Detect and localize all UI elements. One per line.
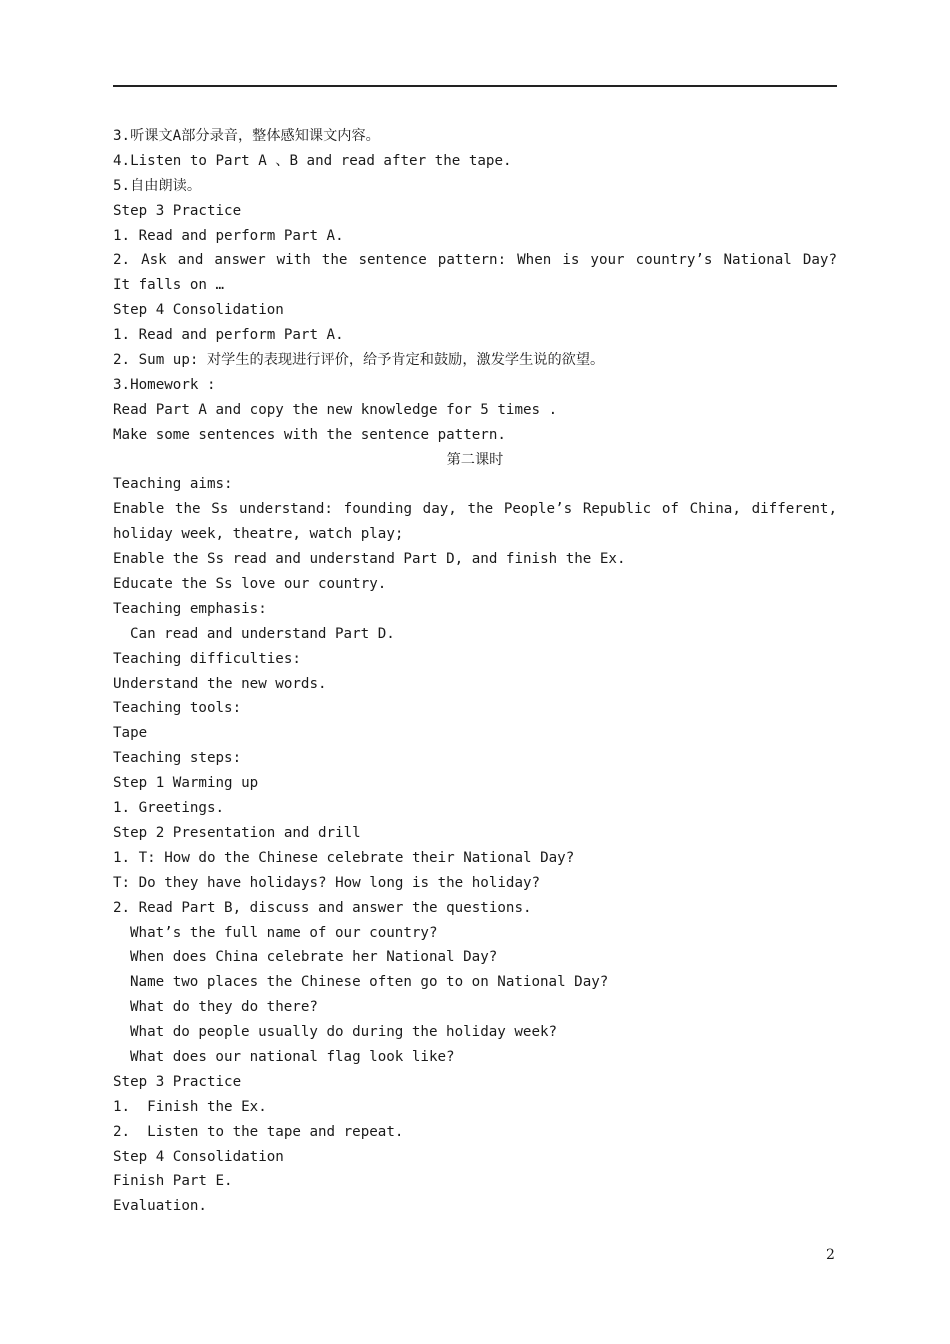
text-line: 2. Sum up: 对学生的表现进行评价，给予肯定和鼓励，激发学生说的欲望。 bbox=[113, 352, 605, 369]
question-line: What do people usually do during the holiday week? bbox=[130, 1024, 558, 1041]
text-line: T: Do they have holidays? How long is the holiday? bbox=[113, 874, 541, 891]
step-heading: Step 2 Presentation and drill bbox=[113, 824, 361, 841]
text-line: 5.自由朗读。 bbox=[113, 177, 202, 194]
step-heading: Step 3 Practice bbox=[113, 202, 242, 219]
text-line: It falls on … bbox=[113, 277, 225, 294]
text-line: Finish Part E. bbox=[113, 1173, 233, 1190]
text-line: 1. T: How do the Chinese celebrate their National Day? bbox=[113, 849, 575, 866]
section-heading: Teaching tools: bbox=[113, 700, 242, 717]
page-number: 2 bbox=[826, 1247, 835, 1263]
text-line: Enable the Ss understand: founding day, the People’s Republic of China, different, bbox=[113, 501, 837, 518]
text-line: holiday week, theatre, watch play; bbox=[113, 526, 404, 543]
question-line: What do they do there? bbox=[130, 999, 318, 1016]
text-line: Understand the new words. bbox=[113, 675, 327, 692]
document-body bbox=[113, 124, 837, 1219]
step-heading: Step 3 Practice bbox=[113, 1073, 242, 1090]
section-heading: Teaching emphasis: bbox=[113, 600, 267, 617]
header-rule bbox=[113, 85, 837, 87]
step-heading: Step 4 Consolidation bbox=[113, 1148, 284, 1165]
text-line: Make some sentences with the sentence pattern. bbox=[113, 426, 506, 443]
question-line: What’s the full name of our country? bbox=[130, 924, 438, 941]
text-line: Tape bbox=[113, 725, 148, 742]
step-heading: Step 4 Consolidation bbox=[113, 302, 284, 319]
section-heading: Teaching difficulties: bbox=[113, 650, 301, 667]
text-line: 2. Listen to the tape and repeat. bbox=[113, 1123, 404, 1140]
text-line: Enable the Ss read and understand Part D, and finish the Ex. bbox=[113, 551, 626, 568]
question-line: Name two places the Chinese often go to on National Day? bbox=[130, 974, 609, 991]
section-heading: Teaching aims: bbox=[113, 476, 233, 493]
question-line: What does our national flag look like? bbox=[130, 1048, 455, 1065]
text-line: 4.Listen to Part A 、B and read after the tape. bbox=[113, 152, 512, 169]
step-heading: Step 1 Warming up bbox=[113, 775, 259, 792]
text-line: 1. Finish the Ex. bbox=[113, 1098, 267, 1115]
question-line: When does China celebrate her National Day? bbox=[130, 949, 498, 966]
text-line: Educate the Ss love our country. bbox=[113, 576, 387, 593]
text-line: 2. Read Part B, discuss and answer the questions. bbox=[113, 899, 532, 916]
lesson-title: 第二课时 bbox=[446, 451, 504, 468]
text-line: 2. Ask and answer with the sentence pattern: When is your country’s National Day? bbox=[113, 252, 837, 269]
text-line: Read Part A and copy the new knowledge for 5 times . bbox=[113, 401, 558, 418]
text-line: 3.听课文A部分录音，整体感知课文内容。 bbox=[113, 128, 380, 144]
text-line: 1. Read and perform Part A. bbox=[113, 327, 344, 344]
section-heading: Teaching steps: bbox=[113, 750, 242, 767]
text-line: 3.Homework : bbox=[113, 376, 216, 393]
text-line: 1. Greetings. bbox=[113, 800, 225, 817]
text-line: Evaluation. bbox=[113, 1198, 207, 1215]
text-line: 1. Read and perform Part A. bbox=[113, 227, 344, 244]
text-line: Can read and understand Part D. bbox=[130, 625, 395, 642]
